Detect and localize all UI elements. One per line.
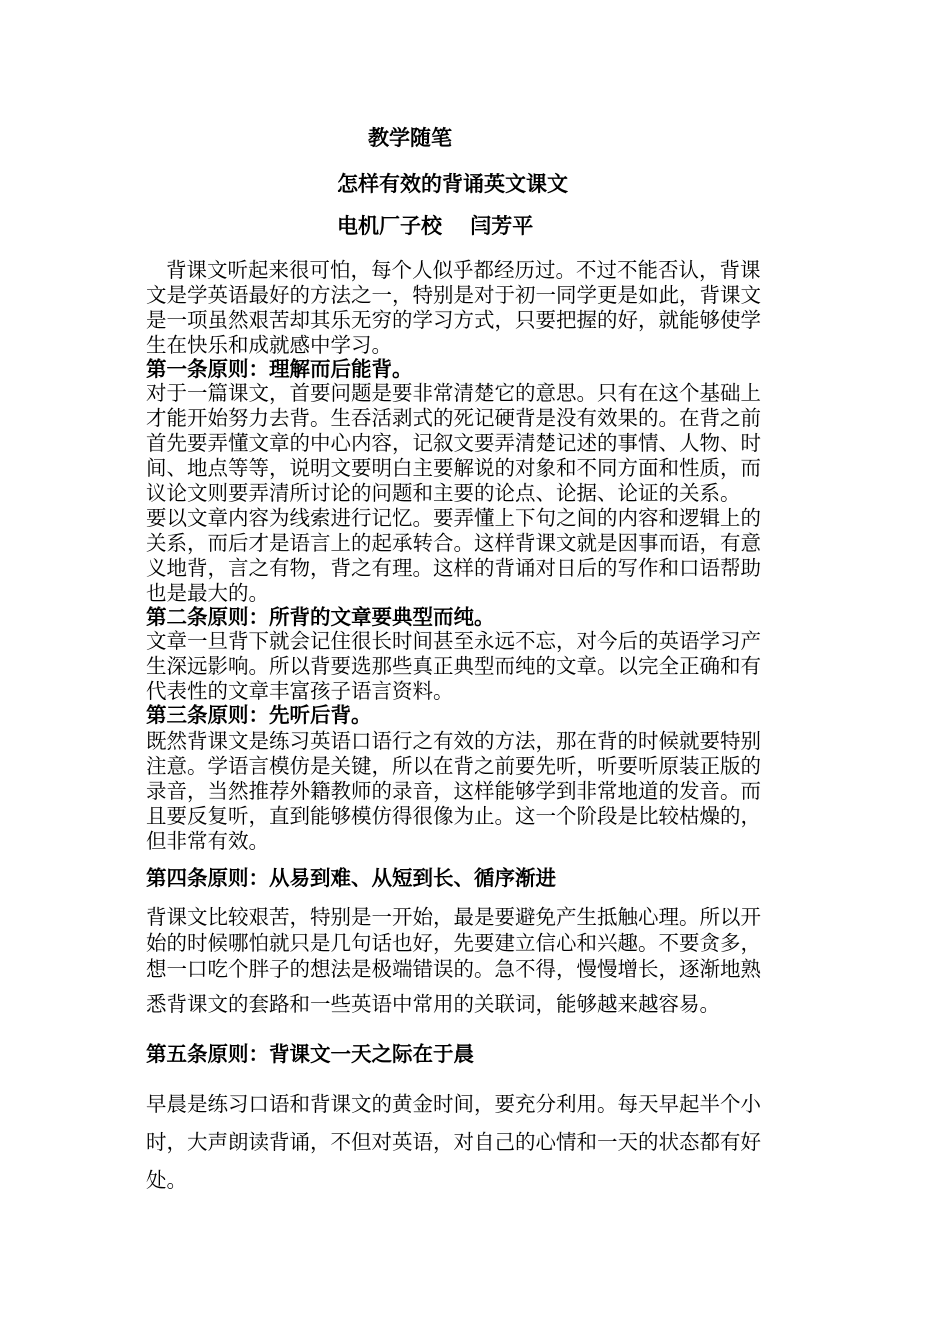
principle-5-line: 处。 (146, 1168, 187, 1192)
principle-3-title: 第三条原则：先听后背。 (146, 703, 372, 727)
principle-1-line: 要以文章内容为线索进行记忆。要弄懂上下句之间的内容和逻辑上的 (146, 506, 761, 530)
principle-2-line: 代表性的文章丰富孩子语言资料。 (146, 679, 454, 703)
principle-3-line: 既然背课文是练习英语口语行之有效的方法，那在背的时候就要特别 (146, 729, 761, 753)
principle-2-line: 生深远影响。所以背要选那些真正典型而纯的文章。以完全正确和有 (146, 654, 761, 678)
author-line: 电机厂子校 闫芳平 (337, 214, 534, 238)
principle-1-line: 义地背，言之有物，背之有理。这样的背诵对日后的写作和口语帮助 (146, 556, 761, 580)
principle-3-line: 且要反复听，直到能够模仿得很像为止。这一个阶段是比较枯燥的， (146, 804, 761, 828)
intro-line: 背课文听起来很可怕，每个人似乎都经历过。不过不能否认，背课 (166, 258, 761, 282)
principle-5-title: 第五条原则：背课文一天之际在于晨 (146, 1042, 474, 1066)
principle-1-line: 才能开始努力去背。生吞活剥式的死记硬背是没有效果的。在背之前 (146, 406, 761, 430)
intro-line: 生在快乐和成就感中学习。 (146, 333, 392, 357)
principle-4-line: 想一口吃个胖子的想法是极端错误的。急不得，慢慢增长，逐渐地熟 (146, 957, 761, 981)
page-title: 怎样有效的背诵英文课文 (337, 172, 568, 196)
principle-4-line: 背课文比较艰苦，特别是一开始，最是要避免产生抵触心理。所以开 (146, 905, 761, 929)
principle-2-line: 文章一旦背下就会记住很长时间甚至永远不忘，对今后的英语学习产 (146, 629, 761, 653)
principle-1-line: 关系，而后才是语言上的起承转合。这样背课文就是因事而语，有意 (146, 531, 761, 555)
principle-3-line: 注意。学语言模仿是关键，所以在背之前要先听，听要听原装正版的 (146, 754, 761, 778)
principle-1-line: 也是最大的。 (146, 581, 269, 605)
principle-1-line: 议论文则要弄清所讨论的问题和主要的论点、论据、论证的关系。 (146, 481, 741, 505)
principle-5-line: 时，大声朗读背诵，不但对英语，对自己的心情和一天的状态都有好 (146, 1130, 761, 1154)
principle-4-line: 悉背课文的套路和一些英语中常用的关联词，能够越来越容易。 (146, 992, 720, 1016)
principle-3-line: 录音，当然推荐外籍教师的录音，这样能够学到非常地道的发音。而 (146, 779, 761, 803)
principle-4-title: 第四条原则：从易到难、从短到长、循序渐进 (146, 866, 556, 890)
heading: 教学随笔 (368, 126, 452, 150)
principle-1-line: 对于一篇课文，首要问题是要非常清楚它的意思。只有在这个基础上 (146, 381, 761, 405)
intro-line: 文是学英语最好的方法之一，特别是对于初一同学更是如此，背课文 (146, 283, 761, 307)
principle-3-line: 但非常有效。 (146, 829, 269, 853)
principle-1-line: 间、地点等等，说明文要明白主要解说的对象和不同方面和性质，而 (146, 456, 761, 480)
principle-1-title: 第一条原则：理解而后能背。 (146, 357, 413, 381)
principle-2-title: 第二条原则：所背的文章要典型而纯。 (146, 605, 495, 629)
principle-5-line: 早晨是练习口语和背课文的黄金时间，要充分利用。每天早起半个小 (146, 1092, 761, 1116)
principle-4-line: 始的时候哪怕就只是几句话也好，先要建立信心和兴趣。不要贪多， (146, 931, 761, 955)
principle-1-line: 首先要弄懂文章的中心内容，记叙文要弄清楚记述的事情、人物、时 (146, 431, 761, 455)
intro-line: 是一项虽然艰苦却其乐无穷的学习方式，只要把握的好，就能够使学 (146, 308, 761, 332)
